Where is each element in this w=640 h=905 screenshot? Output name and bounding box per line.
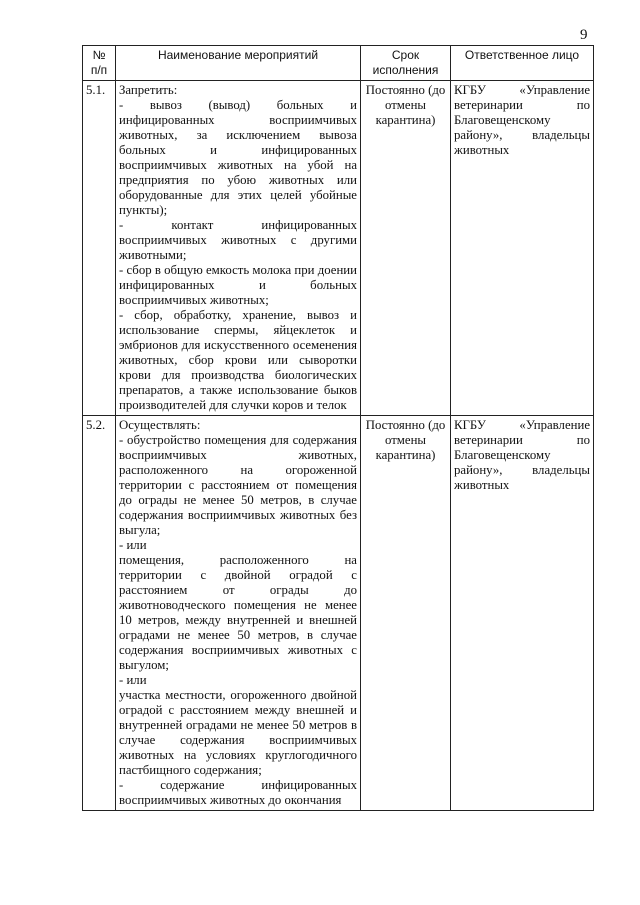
measure-text bbox=[116, 416, 361, 811]
measure-line: - контакт инфицированных восприимчивых животных с другими животными; bbox=[119, 218, 357, 262]
table-header-row bbox=[83, 46, 594, 81]
table-row bbox=[83, 416, 594, 811]
measure-line: Осуществлять: bbox=[119, 418, 201, 432]
measure-line: помещения, расположенного на территории с двойной оградой с расстоянием от ограды до животноводческого помещения не менее 10 метров, между внутренней и внешней оградами не менее 50 метров, в случае содержания восприимчивых животных с выгулом; bbox=[119, 553, 357, 672]
measure-text bbox=[116, 81, 361, 416]
header-term: Срок исполнения bbox=[361, 46, 451, 81]
measure-line: участка местности, огороженного двойной оградой с расстоянием между внешней и внутренней оградами не менее 50 метров в случае содержания восприимчивых животных на условиях круглогодичного пастбищного содержания; bbox=[119, 688, 357, 777]
measure-line: - сбор в общую емкость молока при доении инфицированных и больных восприимчивых животных; bbox=[119, 263, 357, 307]
row-number: 5.2. bbox=[83, 416, 116, 811]
measure-line: - или bbox=[119, 538, 147, 552]
page-number: 9 bbox=[580, 27, 588, 43]
measure-line: - обустройство помещения для содержания восприимчивых животных, расположенного на огороженной территории с расстоянием от помещения до ограды не менее 50 метров, в случае содержания восприимчивых животных без выгула; bbox=[119, 433, 357, 537]
responsible-text: КГБУ «Управление ветеринарии по Благовещенскому району», владельцы животных bbox=[451, 416, 594, 811]
measure-line: - или bbox=[119, 673, 147, 687]
term-text: Постоянно (до отмены карантина) bbox=[361, 81, 451, 416]
measure-line: - вывоз (вывод) больных и инфицированных восприимчивых животных, за исключением вывоза больных и инфицированных восприимчивых животных на убой на предприятия по убою животных или оборудованные для этих целей убойные пункты); bbox=[119, 98, 357, 217]
responsible-text: КГБУ «Управление ветеринарии по Благовещенскому району», владельцы животных bbox=[451, 81, 594, 416]
term-text: Постоянно (до отмены карантина) bbox=[361, 416, 451, 811]
header-name: Наименование мероприятий bbox=[116, 46, 361, 81]
row-number: 5.1. bbox=[83, 81, 116, 416]
measure-line: - сбор, обработку, хранение, вывоз и использование спермы, яйцеклеток и эмбрионов для искусственного осеменения животных, сбор крови или сыворотки крови для производства биологических препаратов, а также использование быков производителей для случки коров и телок bbox=[119, 308, 357, 412]
header-num: № п/п bbox=[83, 46, 116, 81]
measures-table bbox=[82, 45, 594, 811]
measure-line: Запретить: bbox=[119, 83, 178, 97]
header-responsible: Ответственное лицо bbox=[451, 46, 594, 81]
table-row bbox=[83, 81, 594, 416]
measure-line: - содержание инфицированных восприимчивых животных до окончания bbox=[119, 778, 357, 807]
